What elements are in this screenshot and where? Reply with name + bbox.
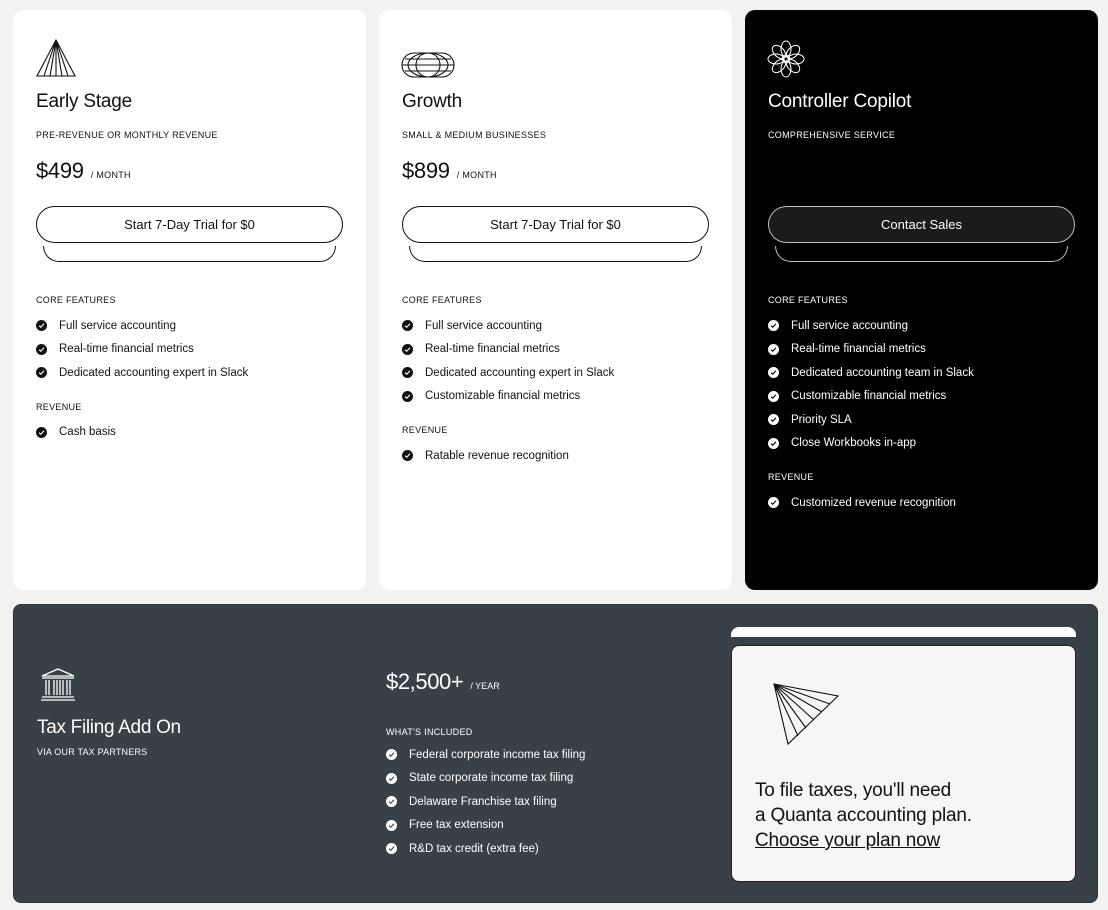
feature-item: [386, 790, 666, 814]
feature-list: [768, 491, 1078, 515]
tax-price: $2,500+: [386, 669, 464, 694]
plan-price: $499: [36, 158, 84, 183]
feature-label: Real-time financial metrics: [791, 343, 926, 356]
note-line-1: To file taxes, you'll need: [755, 780, 951, 801]
contact-sales-button[interactable]: Contact Sales: [768, 206, 1075, 243]
plan-price: $899: [402, 158, 450, 183]
feature-item: [768, 408, 1078, 432]
plan-required-note: [731, 645, 1076, 882]
check-icon: [402, 320, 413, 331]
check-icon: [36, 320, 47, 331]
button-shadow: [775, 246, 1068, 262]
feature-label: Close Workbooks in-app: [791, 437, 917, 450]
feature-label: R&D tax credit (extra fee): [409, 842, 539, 855]
feature-item: [402, 338, 712, 362]
check-icon: [768, 344, 779, 355]
plan-card-controller-copilot: [745, 10, 1098, 590]
feature-label: Dedicated accounting expert in Slack: [59, 366, 249, 379]
check-icon: [768, 391, 779, 402]
feature-list: [402, 444, 712, 468]
check-icon: [386, 796, 397, 807]
price-row: [402, 158, 497, 184]
check-icon: [386, 749, 397, 760]
feature-item: [768, 314, 1078, 338]
feature-label: Dedicated accounting team in Slack: [791, 366, 974, 379]
feature-label: Priority SLA: [791, 413, 852, 426]
check-icon: [768, 320, 779, 331]
feature-label: Customizable financial metrics: [791, 390, 947, 403]
plan-period: / MONTH: [456, 170, 497, 180]
check-icon: [402, 391, 413, 402]
start-trial-button[interactable]: Start 7-Day Trial for $0: [402, 206, 709, 243]
feature-item: [768, 338, 1078, 362]
note-tab: [731, 627, 1076, 637]
feature-item: [386, 814, 666, 838]
feature-item: [402, 314, 712, 338]
feature-label: Ratable revenue recognition: [425, 449, 569, 462]
price-row: [36, 158, 131, 184]
feature-item: [768, 432, 1078, 456]
plan-card-early-stage: [13, 10, 366, 590]
feature-label: Customized revenue recognition: [791, 496, 956, 509]
feature-item: [768, 385, 1078, 409]
feature-label: Cash basis: [59, 426, 116, 439]
feature-item: [36, 338, 346, 362]
plan-card-growth: [379, 10, 732, 590]
globe-rings-icon: [401, 50, 455, 80]
check-icon: [36, 344, 47, 355]
fan-triangle-icon: [772, 682, 840, 750]
feature-item: [386, 743, 666, 767]
feature-item: [768, 491, 1078, 515]
feature-label: Full service accounting: [425, 319, 542, 332]
feature-list: [402, 314, 712, 408]
check-icon: [36, 427, 47, 438]
bank-building-icon: [40, 667, 76, 701]
feature-label: Federal corporate income tax filing: [409, 748, 586, 761]
section-title: REVENUE: [36, 401, 82, 412]
plan-name: Growth: [402, 91, 463, 112]
check-icon: [402, 367, 413, 378]
plan-name: Early Stage: [36, 91, 133, 112]
feature-sections: [36, 295, 346, 461]
note-text: [755, 778, 972, 853]
feature-label: State corporate income tax filing: [409, 772, 574, 785]
feature-label: Delaware Franchise tax filing: [409, 795, 557, 808]
section-title: REVENUE: [402, 425, 448, 435]
check-icon: [402, 450, 413, 461]
feature-list: [768, 314, 1078, 455]
check-icon: [768, 367, 779, 378]
feature-label: Dedicated accounting expert in Slack: [425, 366, 615, 379]
feature-list: [36, 314, 346, 385]
section-title: CORE FEATURES: [402, 295, 482, 305]
check-icon: [386, 773, 397, 784]
feature-label: Full service accounting: [59, 319, 176, 332]
feature-item: [402, 361, 712, 385]
check-icon: [386, 843, 397, 854]
feature-label: Real-time financial metrics: [425, 343, 560, 356]
check-icon: [386, 820, 397, 831]
tax-addon-panel: [13, 604, 1098, 903]
check-icon: [768, 438, 779, 449]
feature-item: [386, 767, 666, 791]
feature-item: [36, 314, 346, 338]
check-icon: [402, 344, 413, 355]
section-title: REVENUE: [768, 472, 814, 482]
plan-subtitle: PRE-REVENUE OR MONTHLY REVENUE: [36, 130, 218, 140]
feature-list: [36, 421, 346, 445]
plan-period: / MONTH: [90, 170, 131, 180]
button-shadow: [43, 246, 336, 262]
note-line-2: a Quanta accounting plan.: [755, 805, 972, 826]
feature-item: [402, 444, 712, 468]
section-title: CORE FEATURES: [36, 295, 116, 305]
flower-icon: [767, 40, 805, 78]
feature-item: [36, 421, 346, 445]
feature-label: Full service accounting: [791, 319, 908, 332]
feature-item: [768, 361, 1078, 385]
check-icon: [768, 414, 779, 425]
feature-list: [386, 743, 666, 861]
section-title: CORE FEATURES: [768, 295, 848, 305]
feature-label: Customizable financial metrics: [425, 390, 581, 403]
feature-sections: [768, 295, 1078, 532]
choose-plan-link[interactable]: Choose your plan now: [755, 830, 941, 851]
check-icon: [36, 367, 47, 378]
feature-label: Free tax extension: [409, 819, 504, 832]
section-title: WHAT'S INCLUDED: [386, 727, 473, 737]
start-trial-button[interactable]: Start 7-Day Trial for $0: [36, 206, 343, 243]
check-icon: [768, 497, 779, 508]
tax-period: / YEAR: [470, 681, 500, 691]
feature-item: [36, 361, 346, 385]
tax-title: Tax Filing Add On: [37, 717, 181, 738]
tax-price-row: [386, 669, 500, 695]
plan-subtitle: SMALL & MEDIUM BUSINESSES: [402, 130, 547, 140]
button-shadow: [409, 246, 702, 262]
tax-subtitle: VIA OUR TAX PARTNERS: [37, 747, 148, 757]
feature-label: Real-time financial metrics: [59, 343, 194, 356]
plan-name: Controller Copilot: [768, 91, 912, 112]
pyramid-icon: [35, 38, 77, 78]
plan-subtitle: COMPREHENSIVE SERVICE: [768, 130, 896, 140]
feature-sections: [402, 295, 712, 485]
feature-item: [386, 837, 666, 861]
feature-item: [402, 385, 712, 409]
tax-included: [386, 727, 666, 878]
